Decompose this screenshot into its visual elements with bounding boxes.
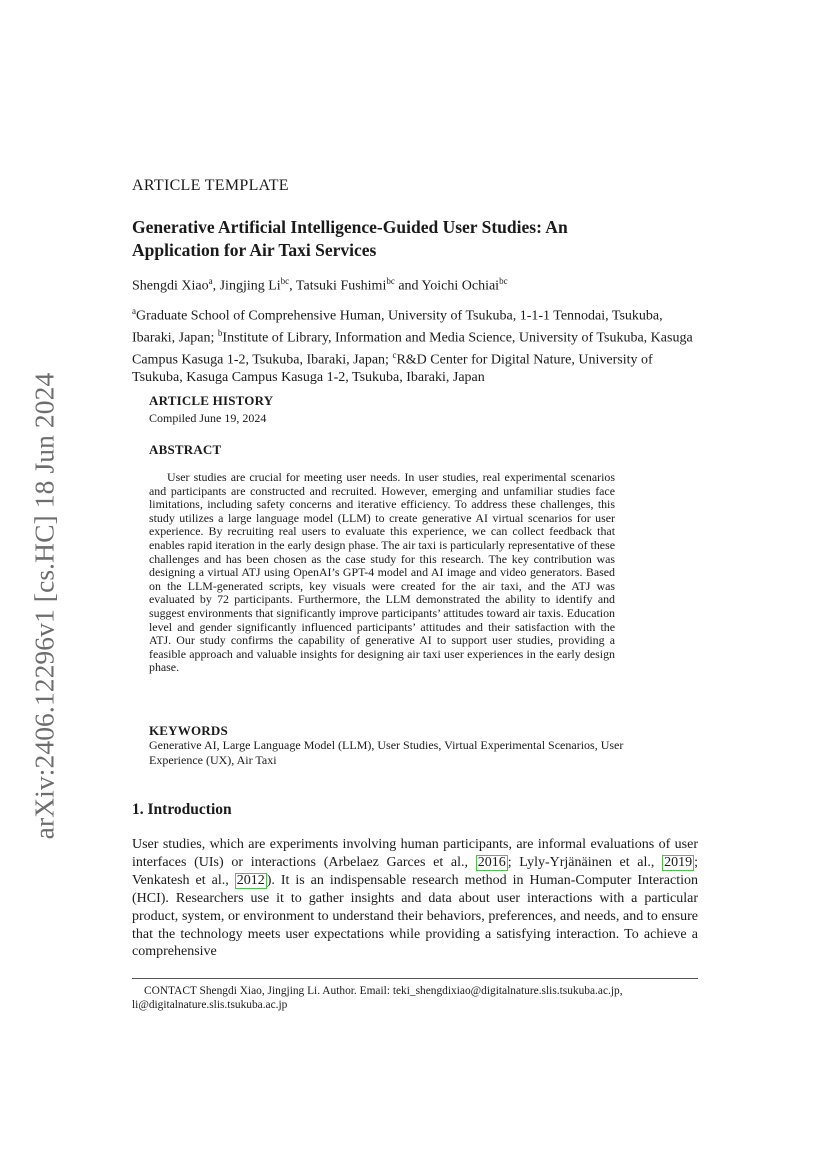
introduction-text: ; Lyly-Yrjänäinen et al.,	[507, 854, 663, 870]
author-name: Shengdi Xiao	[132, 278, 209, 294]
author-affiliation-mark: bc	[386, 276, 395, 286]
author-list	[132, 276, 508, 295]
author-affiliation-mark: bc	[499, 276, 508, 286]
section-heading-introduction: 1. Introduction	[132, 801, 232, 818]
introduction-text: User studies, which are experiments involving human participants, are informal evaluations of user interfaces (UIs) or interactions (Arbelaez Garces et al.,	[132, 837, 698, 870]
article-history-heading: ARTICLE HISTORY	[149, 393, 274, 408]
paper-title: Generative Artificial Intelligence-Guided User Studies: An Application for Air Taxi Services	[132, 217, 568, 260]
author-separator: ,	[212, 278, 220, 294]
keywords-heading: KEYWORDS	[149, 723, 228, 738]
affiliation-text: R&D Center for Digital Nature, University of Tsukuba, Kasuga Campus Kasuga 1-2, Tsukuba, Ibaraki, Japan	[132, 352, 653, 385]
arxiv-identifier	[21, 365, 67, 847]
affiliation-mark: b	[217, 327, 223, 338]
template-label: ARTICLE TEMPLATE	[132, 177, 289, 194]
author-affiliation-mark: a	[208, 276, 213, 286]
introduction-text: ; Venkatesh et al.,	[132, 854, 698, 888]
introduction-paragraph	[132, 836, 698, 961]
affiliation-text: Graduate School of Comprehensive Human, University of Tsukuba, 1-1-1 Tennodai, Tsukuba, Ibaraki, Japan;	[132, 308, 663, 346]
contact-footnote: CONTACT Shengdi Xiao, Jingjing Li. Author. Email: teki_shengdixiao@digitalnature.slis.tsukuba.ac.jp, li@digitalnature.slis.tsukuba.ac.jp	[132, 985, 623, 1011]
compiled-date: Compiled June 19, 2024	[149, 411, 267, 425]
introduction-text: ). It is an indispensable research method in Human-Computer Interaction (HCI). Researchers use it to gather insights and data about user interactions with a particular product, system, or environment to understand their behaviors, preferences, and needs, and to ensure that the technology meets user expectations while providing a satisfying interaction. To achieve a comprehensive	[132, 872, 698, 960]
citation-link[interactable]: 2012	[236, 872, 265, 888]
affiliation-text: Institute of Library, Information and Media Science, University of Tsukuba, Kasuga Campus Kasuga 1-2, Tsukuba, Ibaraki, Japan;	[132, 330, 693, 368]
author-separator: and	[394, 278, 422, 294]
author-name: Jingjing Li	[219, 278, 281, 294]
author-affiliation-mark: bc	[280, 276, 290, 286]
author-name: Yoichi Ochiai	[421, 278, 500, 294]
abstract-text: User studies are crucial for meeting user needs. In user studies, real experimental scenarios and participants are constructed and recruited. However, emerging and unfamiliar studies face limitations, including safety concerns and iterative efficiency. To address these challenges, this study utilizes a large language model (LLM) to create generative AI virtual scenarios for user experience. By recruiting real users to evaluate this experience, we can collect feedback that enables rapid iteration in the early design phase. The air taxi is particularly representative of these challenges and has been chosen as the case study for this research. The key contribution was designing a virtual ATJ using OpenAI’s GPT-4 model and AI image and video generators. Based on the LLM-generated scripts, key visuals were created for the air taxi, and the ATJ was evaluated by 72 participants. Furthermore, the LLM demonstrated the ability to identify and suggest environments that significantly improve participants’ attitudes toward air taxis. Education level and gender significantly influenced participants’ attitudes and their satisfaction with the ATJ. Our study confirms the capability of generative AI to support user studies, providing a feasible approach and valuable insights for designing air taxi user experiences in the early design phase.	[149, 470, 615, 675]
affiliations	[132, 303, 702, 386]
author-separator: ,	[289, 278, 296, 294]
author-name: Tatsuki Fushimi	[295, 278, 387, 294]
abstract-heading: ABSTRACT	[149, 442, 222, 457]
affiliation-mark: c	[392, 349, 397, 360]
arxiv-identifier-text: arXiv:2406.12296v1 [cs.HC] 18 Jun 2024	[28, 372, 59, 840]
affiliation-mark: a	[132, 306, 136, 316]
citation-link[interactable]: 2016	[477, 854, 506, 870]
citation-link[interactable]: 2019	[664, 854, 693, 870]
footnote-divider	[132, 978, 698, 979]
keywords-text: Generative AI, Large Language Model (LLM), User Studies, Virtual Experimental Scenarios, User Experience (UX), Air Taxi	[149, 738, 624, 767]
